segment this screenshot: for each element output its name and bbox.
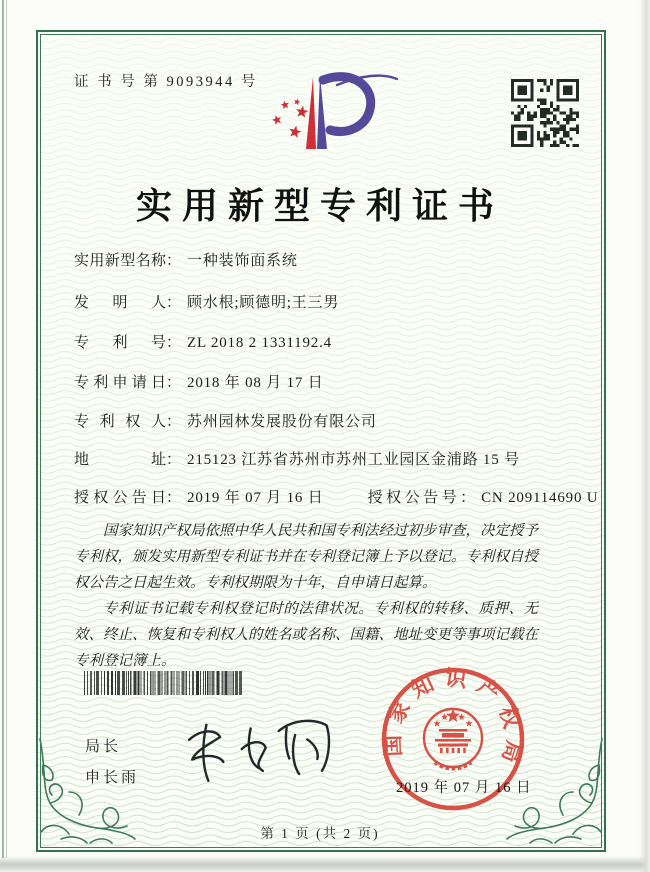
handwritten-signature-icon xyxy=(174,706,346,803)
grant-number-label: 授权公告号 xyxy=(367,490,461,506)
field-colon: ： xyxy=(166,253,182,269)
grant-number-value: CN 209114690 U xyxy=(481,490,599,506)
seal-text: 国家知识产权局 xyxy=(380,665,527,775)
logo-purple-stem xyxy=(317,75,327,149)
seal-tiananmen xyxy=(435,729,471,753)
certificate-title: 实用新型专利证书 xyxy=(135,186,504,226)
page-number: 第 1 页 (共 2 页) xyxy=(260,826,380,841)
legal-paragraph: 国家知识产权局依照中华人民共和国专利法经过初步审查，决定授予专利权，颁发实用新型专利证书并在专利登记簿上予以登记。专利权自授权公告之日起生效。专利权期限为十年，自申请日起算。 xyxy=(74,523,538,592)
field-colon: ： xyxy=(460,490,476,506)
field-label: 专利权人 xyxy=(74,414,166,430)
field-label: 专利申请日 xyxy=(74,375,166,391)
signer-name: 申长雨 xyxy=(85,770,140,786)
field-colon: ： xyxy=(166,335,182,351)
field-label: 专利号 xyxy=(74,335,166,351)
field-label: 发明人 xyxy=(74,295,166,311)
field-colon: ： xyxy=(166,490,182,506)
field-colon: ： xyxy=(166,375,182,391)
logo-red-wedge xyxy=(306,77,316,149)
field-row xyxy=(74,486,599,507)
field-colon: ： xyxy=(166,295,182,311)
barcode-icon xyxy=(84,671,246,695)
legal-paragraph: 专利证书记载专利权登记时的法律状况。专利权的转移、质押、无效、终止、恢复和专利权人的姓名或名称、国籍、地址变更等事项记载在专利登记簿上。 xyxy=(74,601,538,670)
cnipa-ip-logo-icon xyxy=(253,67,398,159)
field-value: 2018 年 08 月 17 日 xyxy=(187,375,324,391)
svg-text:国家知识产权局 xyxy=(380,666,527,774)
field-row xyxy=(74,291,554,312)
field-value: 苏州园林发展股份有限公司 xyxy=(187,414,377,430)
signer-title: 局长 xyxy=(85,739,122,755)
field-label: 实用新型名称 xyxy=(74,253,166,269)
legal-text xyxy=(74,518,538,675)
field-value: 215123 江苏省苏州市苏州工业园区金浦路 15 号 xyxy=(187,452,520,468)
field-value: 一种装饰面系统 xyxy=(187,253,298,269)
field-value: 2019 年 07 月 16 日 xyxy=(187,490,324,506)
field-value: 顾水根;顾德明;王三男 xyxy=(187,295,340,311)
field-label: 授权公告日 xyxy=(74,490,166,506)
field-colon: ： xyxy=(166,414,182,430)
field-colon: ： xyxy=(166,452,182,468)
certificate-number: 证 书 号 第 9093944 号 xyxy=(74,74,258,90)
field-row xyxy=(74,249,554,270)
logo-p-bowl xyxy=(323,77,371,132)
field-row xyxy=(74,410,554,431)
qr-code-icon xyxy=(511,79,579,147)
seal-date: 2019 年 07 月 16 日 xyxy=(396,780,532,796)
field-row xyxy=(74,331,554,352)
field-row xyxy=(74,371,554,392)
field-row xyxy=(74,448,554,469)
field-label: 地址 xyxy=(74,452,166,468)
field-value: ZL 2018 2 1331192.4 xyxy=(187,335,332,351)
